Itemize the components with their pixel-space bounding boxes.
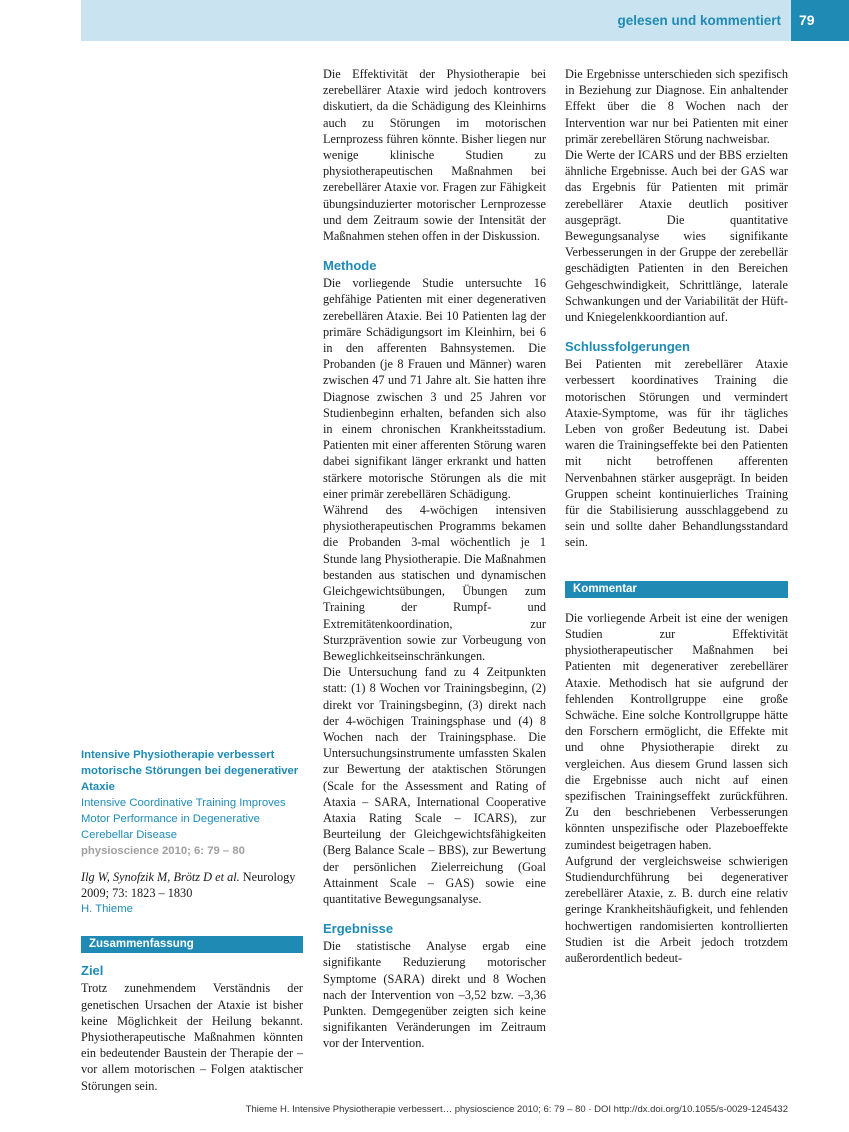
ergebnisse-paragraph: Die Ergebnisse unterschieden sich spezifisch in Beziehung zur Diagnose. Ein anhaltender Effekt über die 8 Wochen nach der Intervention war nur bei Patienten mit einer primär zerebellären Störung nachweisbar. xyxy=(565,67,788,146)
middle-column xyxy=(323,66,546,1052)
ergebnisse-paragraph: Die Werte der ICARS und der BBS erzielten ähnliche Ergebnisse. Auch bei der GAS war das Ergebnis für Patienten mit primär zerebellärer Ataxie deutlich positiver ausgeprägt. Die quantitative Bewegungsanalyse wies signifikante Verbesserungen in der Gruppe der zerebellär geschädigten Patienten in den Bereichen Gehgeschwindigkeit, Schrittlänge, laterale Schwankungen und der Variabilität der Hüft- und Kniegelenkkoordiantion auf. xyxy=(565,148,788,325)
kommentar-paragraph: Die vorliegende Arbeit ist eine der wenigen Studien zur Effektivität physiotherapeutischer Maßnahmen bei Patienten mit degenerativer zerebellärer Ataxie. Methodisch hat sie aufgrund der fehlenden Kontrollgruppe eine große Schwäche. Eine solche Kontrollgruppe hätte den Forschern ermöglicht, die Effekte mit und ohne Physiotherapie direkt zu vergleichen. Aus diesem Grund lassen sich die Ergebnisse auch nicht auf einen spezifischen Trainingseffekt zurückführen. Zu den beschriebenen Verbesserungen könnten unspezifische oder Plazeboeffekte zumindest beigetragen haben. xyxy=(565,610,788,852)
page-number: 79 xyxy=(799,12,815,28)
heading-methode: Methode xyxy=(323,258,377,274)
heading-schlussfolgerungen: Schlussfolgerungen xyxy=(565,339,690,355)
journal-citation: physioscience 2010; 6: 79 – 80 xyxy=(81,845,245,857)
methode-paragraph: Während des 4-wöchigen intensiven physiotherapeutischen Programms bekamen die Probanden 3-mal wöchentlich je 1 Stunde lang Physiotherapie. Die Maßnahmen bestanden aus statischen und dynamischen Gleichgewichtsübungen, Übungen zum Training der Rumpf- und Extremitätenkoordination, zur Sturzprävention sowie zur Vorbeugung von Beweglichkeitseinschränkungen. xyxy=(323,503,547,663)
article-title-de: Intensive Physiotherapie verbessert motorische Störungen bei degenerativer Ataxie xyxy=(81,749,299,793)
methode-paragraph: Die Untersuchung fand zu 4 Zeitpunkten statt: (1) 8 Wochen vor Trainingsbeginn, (2) direkt vor Trainingsbeginn, (3) direkt nach der 4-wöchigen Trainingsphase und (4) 8 Wochen nach der Trainingsphase. Die Untersuchungsinstrumente umfassten Skalen zur Bewertung der ataktischen Störungen (Scale for the Assessment and Rating of Ataxia – SARA, International Cooperative Ataxia Rating Scale – ICARS), zur Beurteilung der Gleichgewichtsfähigkeiten (Berg Balance Scale – BBS), zur Bewertung der persönlichen Zielerreichung (Goal Attainment Scale – GAS) sowie eine quantitative Bewegungsanalyse. xyxy=(323,665,546,906)
kommentar-paragraph: Aufgrund der vergleichsweise schwierigen Studiendurchführung bei degenerativer zerebellärer Ataxie, z. B. durch eine relativ geringe Krankheitshäufigkeit, und fehlenden hochwertigen randomisierten kontrollierten Studien ist die Arbeit jedoch trotzdem außerordentlich bedeut- xyxy=(565,853,788,965)
article-title-en: Intensive Coordinative Training Improves Motor Performance in Degenerative Cerebellar Disease xyxy=(81,797,286,841)
heading-ziel: Ziel xyxy=(81,963,104,979)
reviewer-name: H. Thieme xyxy=(81,903,133,916)
left-column xyxy=(81,747,303,1094)
running-header xyxy=(81,0,791,41)
ergebnisse-paragraph: Die statistische Analyse ergab eine signifikante Reduzierung motorischer Symptome (SARA) direkt und 8 Wochen nach der Intervention von –3,52 bzw. –3,36 Punkten. Demgegenüber zeigten sich keine signifikanten Veränderungen im Zeitraum vor der Intervention. xyxy=(323,939,546,1051)
schluss-paragraph: Bei Patienten mit zerebellärer Ataxie verbessert koordinatives Training die motorischen Störungen und vermindert Ataxie-Symptome, was für ihr tägliches Leben von großer Bedeutung ist. Dabei waren die Trainingseffekte bei den Patienten mit nicht betroffenen afferenten Nervenbahnen stärker ausgeprägt. In beiden Gruppen scheint kontinuierliches Training für die Stabilisierung ausschlaggebend zu sein und sollte daher Behandlungsstandard sein. xyxy=(565,357,788,550)
ziel-text: Trotz zunehmendem Verständnis der genetischen Ursachen der Ataxie ist bisher keine Möglichkeit der Heilung bekannt. Physiotherapeutische Maßnahmen könnten ein bedeutender Baustein der Therapie der – vor allem motorischen – Folgen ataktischer Störungen sein. xyxy=(81,981,303,1093)
section-title: gelesen und kommentiert xyxy=(617,13,781,28)
section-heading-kommentar: Kommentar xyxy=(565,581,788,598)
methode-paragraph: Die vorliegende Studie untersuchte 16 gehfähige Patienten mit einer degenerativen zerebellären Ataxie. Bei 10 Patienten lag der primäre Schädigungsort im Kleinhirn, bei 6 in den afferenten Bahnsystemen. Die Probanden (je 8 Frauen und Männer) waren zwischen 47 und 71 Jahre alt. Sie hatten ihre Diagnose zwischen 3 und 25 Jahren vor Studienbeginn erhalten, befanden sich also in einem chronischen Krankheitsstadium. Patienten mit einer afferenten Störung waren dabei signifikant länger erkrankt und hatten stärkere motorische Störungen als die mit einer primär zerebellären Schädigung. xyxy=(323,276,546,501)
ziel-text-continued: Die Effektivität der Physiotherapie bei zerebellärer Ataxie wird jedoch kontrovers diskutiert, da die Schädigung des Kleinhirns auch zu Störungen im motorischen Lernprozess führen könnte. Bisher liegen nur wenige klinische Studien zu physiotherapeutischen Maßnahmen bei zerebellärer Ataxie vor. Fragen zur Fähigkeit übungsinduzierter motorischer Lernprozesse und dem Zeitraum sowie der Intensität der Maßnahmen stehen offen in der Diskussion. xyxy=(323,67,546,244)
page-number-box xyxy=(791,0,849,41)
source-citation xyxy=(81,869,303,901)
source-journal: Neurology 2009; 73: 1823 – 1830 xyxy=(81,870,296,901)
right-column xyxy=(565,66,788,966)
heading-ergebnisse: Ergebnisse xyxy=(323,921,394,937)
footer-citation: Thieme H. Intensive Physiotherapie verbessert… physioscience 2010; 6: 79 – 80 · DOI http://dx.doi.org/10.1055/s-0029-1245432 xyxy=(245,1104,788,1115)
section-heading-zusammenfassung: Zusammenfassung xyxy=(81,936,303,953)
source-authors: Ilg W, Synofzik M, Brötz D et al. xyxy=(81,870,240,884)
